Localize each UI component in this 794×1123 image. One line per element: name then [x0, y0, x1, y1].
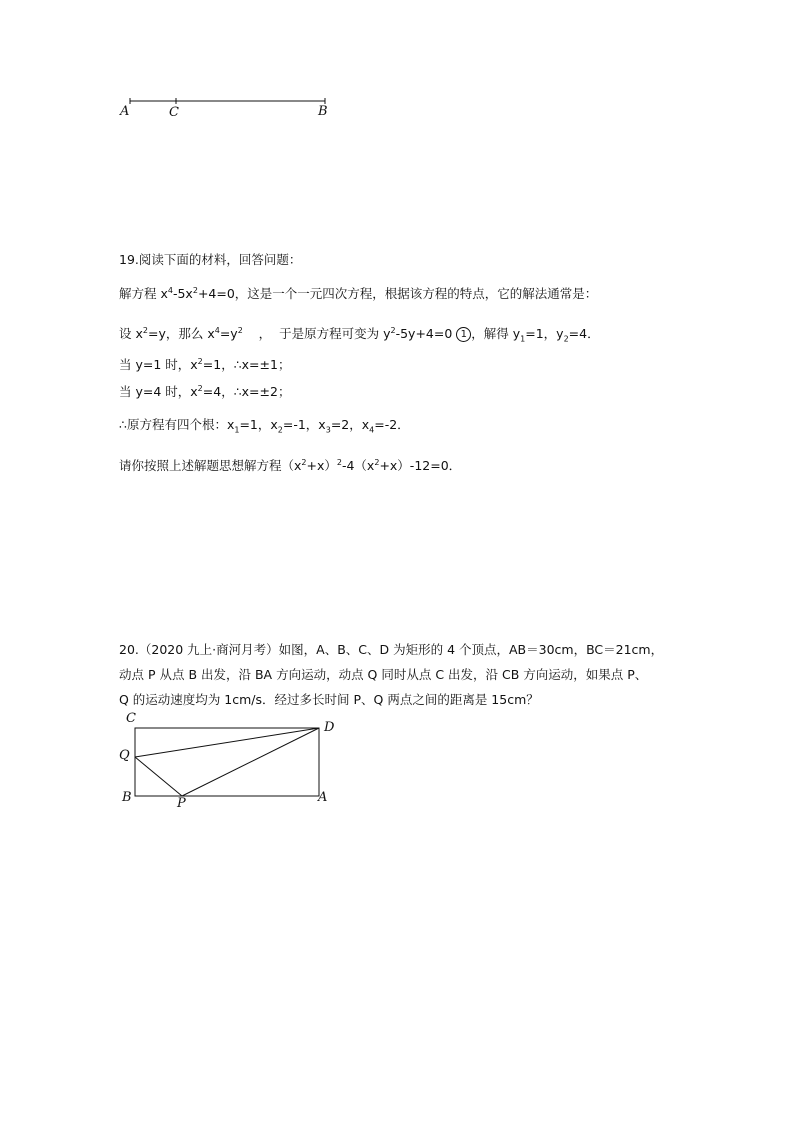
q19-line-5: ∴原方程有四个根：$x_1=1$，$x_2=-1$，$x_3=2$，$x_4=-2$． [119, 417, 410, 435]
q19-title: 19.阅读下面的材料，回答问题： [119, 252, 302, 267]
segment-qp [135, 757, 182, 796]
q19-line-3: 当 y=1 时，$x^2=1$，∴x=±1； [119, 356, 291, 372]
q20-line-2: 动点 P 从点 B 出发，沿 BA 方向运动，动点 Q 同时从点 C 出发，沿 CB 方向运动，如果点 P、 [119, 667, 648, 682]
segment-qd [135, 728, 319, 757]
point-b-label-2: B [122, 790, 132, 805]
rectangle-bacd [135, 728, 319, 796]
q19-line-1: 解方程 $x^4-5x^2+4=0$，这是一个一元四次方程，根据该方程的特点，它的解法通常是： [119, 285, 598, 301]
q20-line-1: 20.（2020 九上·商河月考）如图，A、B、C、D 为矩形的 4 个顶点，AB＝30cm，BC＝21cm， [119, 642, 664, 657]
q19-line-2: 设 $x^2=y$，那么 $x^4=y^2$ ， 于是原方程可变为 $y^2-5y+4=0$ 1 ，解得 $y_1=1$，$y_2=4$． [119, 325, 600, 344]
point-q-label: Q [119, 748, 130, 763]
point-p-label: P [177, 796, 186, 811]
point-a-label-2: A [318, 790, 328, 805]
point-d-label: D [324, 720, 335, 735]
point-c-label-2: C [126, 711, 136, 726]
point-a-label: A [120, 104, 130, 119]
segment-pd [182, 728, 319, 796]
q20-line-3: Q 的运动速度均为 1cm/s．经过多长时间 P、Q 两点之间的距离是 15cm？ [119, 692, 539, 707]
point-c-label: C [169, 105, 179, 120]
circled-one-marker: 1 [456, 327, 471, 342]
point-b-label: B [318, 104, 328, 119]
q19-line-4: 当 y=4 时，$x^2=4$，∴x=±2； [119, 383, 291, 399]
q19-line-6: 请你按照上述解题思想解方程$(x^2+x)^2-4(x^2+x)-12=0$． [119, 457, 462, 473]
